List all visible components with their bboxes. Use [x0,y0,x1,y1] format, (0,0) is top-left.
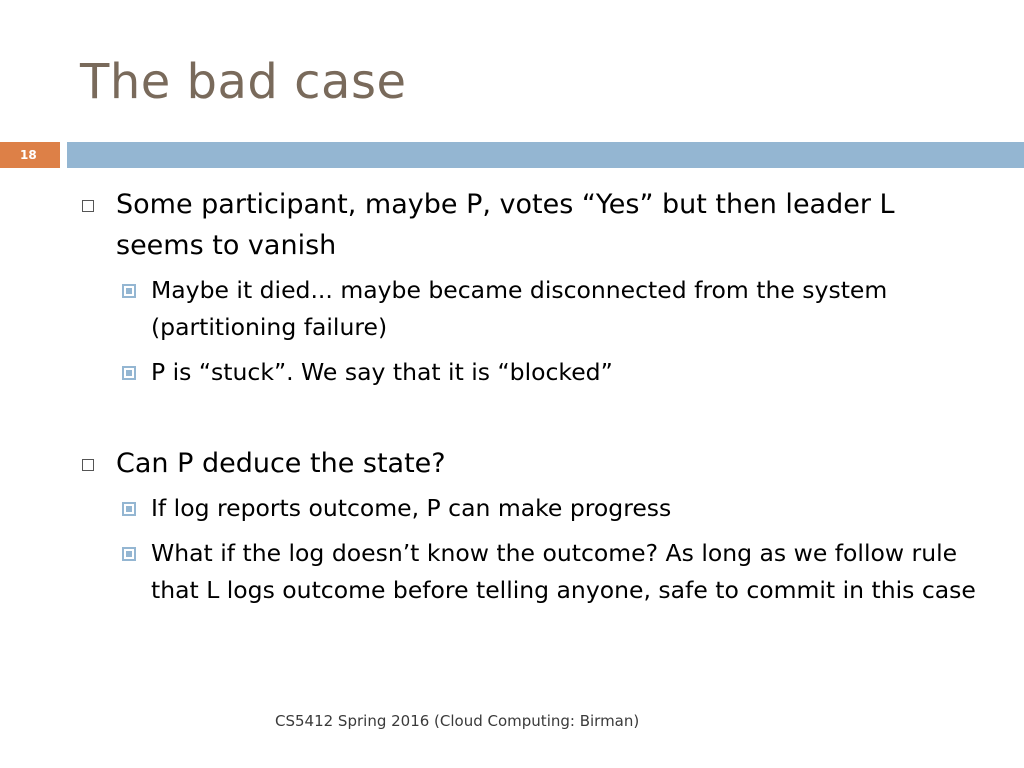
header-bar [67,142,1024,168]
slide-number-badge: 18 [0,142,60,168]
filled-square-bullet-icon [122,284,136,298]
sub-bullet-item [80,272,980,346]
slide-title: The bad case [80,54,407,110]
slide-content [80,184,980,609]
sub-bullet-item [80,535,980,609]
filled-square-bullet-icon [122,547,136,561]
bullet-item [80,184,980,266]
bullet-item [80,443,980,484]
bullet-text: Some participant, maybe P, votes “Yes” but then leader L seems to vanish [116,189,895,261]
bullet-text: Can P deduce the state? [116,448,446,479]
sub-bullet-text: P is “stuck”. We say that it is “blocked” [151,358,613,386]
sub-bullet-text: What if the log doesn’t know the outcome? As long as we follow rule that L logs outcome before telling anyone, safe to commit in this case [151,539,976,604]
hollow-square-bullet-icon [82,200,94,212]
filled-square-bullet-icon [122,366,136,380]
slide-footer: CS5412 Spring 2016 (Cloud Computing: Birman) [275,712,640,730]
sub-bullet-item [80,354,980,391]
sub-bullet-text: Maybe it died... maybe became disconnected from the system (partitioning failure) [151,276,888,341]
hollow-square-bullet-icon [82,459,94,471]
sub-bullet-text: If log reports outcome, P can make progress [151,494,672,522]
sub-bullet-item [80,490,980,527]
filled-square-bullet-icon [122,502,136,516]
